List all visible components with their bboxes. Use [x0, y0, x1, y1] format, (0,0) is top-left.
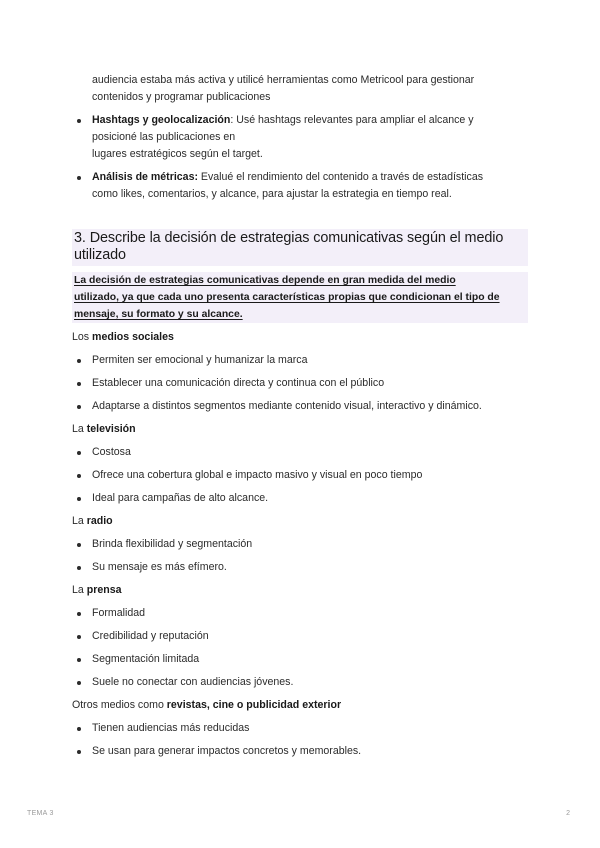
item-text: Brinda flexibilidad y segmentación — [92, 538, 253, 550]
list-item — [72, 605, 528, 622]
top-bullet-list — [72, 112, 528, 203]
group-label-prefix: La — [72, 515, 87, 527]
bullet-icon — [77, 176, 81, 180]
item-text: posicioné las publicaciones en — [92, 131, 236, 143]
item-text: lugares estratégicos según el target. — [92, 148, 263, 160]
bullet-icon — [77, 451, 81, 455]
item-text: Costosa — [92, 446, 131, 458]
section-heading — [72, 229, 528, 266]
group-label-prefix: La — [72, 584, 87, 596]
item-text: Permiten ser emocional y humanizar la marca — [92, 354, 308, 366]
bullet-icon — [77, 382, 81, 386]
continuation-line: audiencia estaba más activa y utilicé herramientas como Metricool para gestionar — [92, 74, 475, 86]
item-text: Ideal para campañas de alto alcance. — [92, 492, 269, 504]
group-label-bold: televisión — [86, 423, 136, 435]
group-label-bold: revistas, cine o publicidad exterior — [166, 699, 342, 711]
list-item — [72, 628, 528, 645]
group-label-bold: medios sociales — [92, 331, 174, 343]
item-text: como likes, comentarios, y alcance, para ajustar la estrategia en tiempo real. — [92, 188, 452, 200]
intro-line: La decisión de estrategias comunicativas depende en gran medida del medio — [74, 275, 456, 286]
group-label-prefix: Otros medios como — [72, 699, 167, 711]
group-label-prefix: La — [72, 423, 87, 435]
group-list — [72, 536, 528, 576]
intro-line: utilizado, ya que cada uno presenta características propias que condicionan el tipo de — [74, 292, 500, 303]
group-label — [72, 421, 528, 438]
intro-line: mensaje, su formato y su alcance. — [74, 309, 243, 320]
list-item — [72, 112, 528, 163]
list-item — [72, 444, 528, 461]
bullet-icon — [77, 405, 81, 409]
section-intro — [72, 272, 528, 323]
list-item — [72, 398, 528, 415]
list-item — [72, 467, 528, 484]
section-heading-line: 3. Describe la decisión de estrategias comunicativas según el medio — [74, 230, 504, 246]
list-item — [72, 720, 528, 737]
list-item — [72, 490, 528, 507]
bullet-icon — [77, 727, 81, 731]
item-text: Adaptarse a distintos segmentos mediante contenido visual, interactivo y dinámico. — [92, 400, 482, 412]
list-item — [72, 169, 528, 203]
page-content — [72, 72, 528, 760]
bullet-icon — [77, 543, 81, 547]
item-text: Credibilidad y reputación — [92, 630, 209, 642]
bullet-icon — [77, 750, 81, 754]
bullet-icon — [77, 635, 81, 639]
footer-section-label: TEMA 3 — [27, 810, 54, 817]
item-text: Formalidad — [92, 607, 145, 619]
group-label-prefix: Los — [72, 331, 93, 343]
list-item — [72, 674, 528, 691]
bullet-icon — [77, 359, 81, 363]
item-text: : Usé hashtags relevantes para ampliar el alcance y — [230, 114, 474, 126]
footer-page-number: 2 — [566, 810, 570, 817]
bullet-icon — [77, 566, 81, 570]
group-label — [72, 582, 528, 599]
item-text: Establecer una comunicación directa y continua con el público — [92, 377, 385, 389]
item-text: Se usan para generar impactos concretos y memorables. — [92, 745, 362, 757]
list-item — [72, 743, 528, 760]
item-text: Tienen audiencias más reducidas — [92, 722, 250, 734]
list-item — [72, 536, 528, 553]
bullet-icon — [77, 681, 81, 685]
group-label — [72, 513, 528, 530]
item-title: Hashtags y geolocalización — [92, 114, 231, 126]
item-text: Segmentación limitada — [92, 653, 200, 665]
list-item — [72, 352, 528, 369]
section-heading-line: utilizado — [74, 247, 126, 263]
group-label-bold: radio — [86, 515, 113, 527]
group-list — [72, 605, 528, 691]
item-title: Análisis de métricas: — [92, 171, 198, 183]
bullet-icon — [77, 474, 81, 478]
group-list — [72, 720, 528, 760]
list-item — [72, 559, 528, 576]
group-label — [72, 329, 528, 346]
continuation-line: contenidos y programar publicaciones — [92, 91, 271, 103]
bullet-icon — [77, 497, 81, 501]
bullet-icon — [77, 612, 81, 616]
bullet-icon — [77, 658, 81, 662]
item-text: Suele no conectar con audiencias jóvenes. — [92, 676, 294, 688]
group-list — [72, 444, 528, 507]
item-text: Su mensaje es más efímero. — [92, 561, 227, 573]
item-text: Evalué el rendimiento del contenido a través de estadísticas — [197, 171, 484, 183]
group-list — [72, 352, 528, 415]
list-item — [72, 375, 528, 392]
list-item — [72, 651, 528, 668]
bullet-icon — [77, 119, 81, 123]
item-text: Ofrece una cobertura global e impacto masivo y visual en poco tiempo — [92, 469, 423, 481]
group-label-bold: prensa — [86, 584, 122, 596]
group-label — [72, 697, 528, 714]
